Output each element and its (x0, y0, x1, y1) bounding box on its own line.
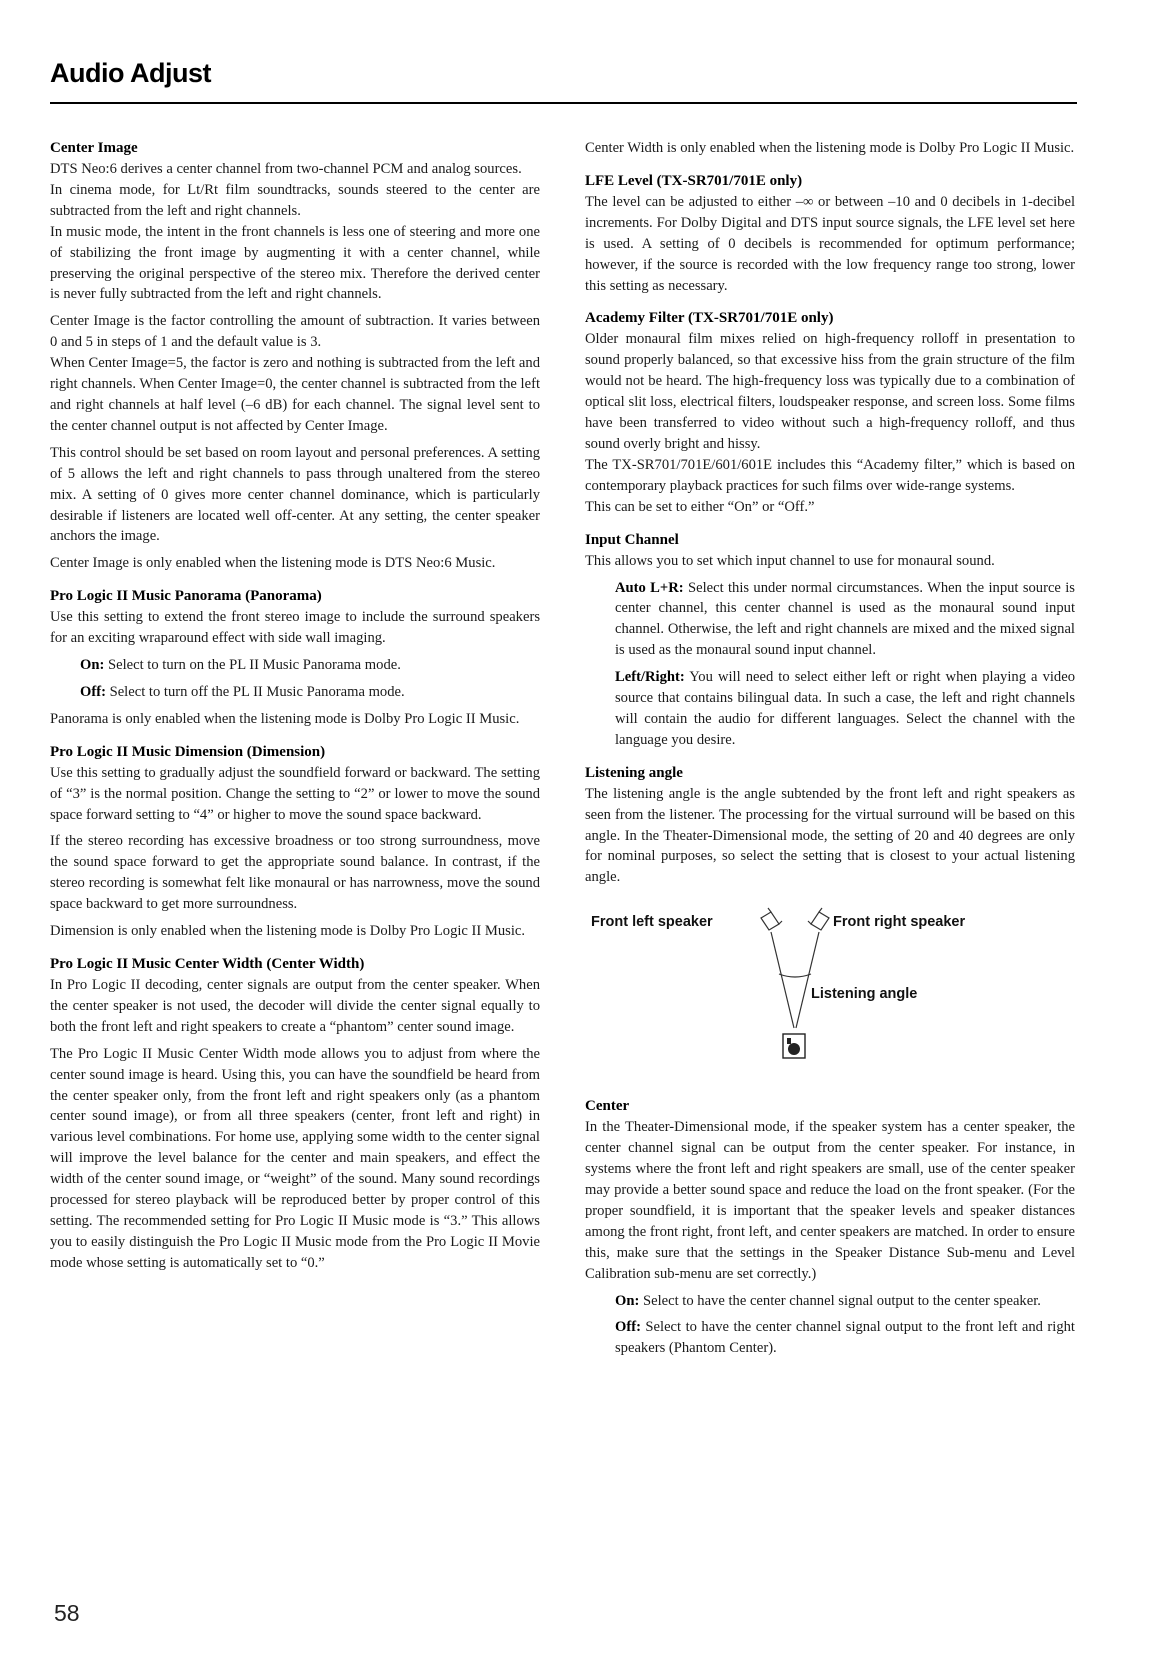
option-on (615, 1291, 1075, 1312)
paragraph: Panorama is only enabled when the listening mode is Dolby Pro Logic II Music. (50, 710, 520, 727)
option-text: Select this under normal circumstances. When the input source is center channel, this center channel is used as the monaural sound input channel. Otherwise, the left and right channels are mixed and the mixed signal is used as the monaural sound input channel. (615, 579, 1075, 659)
left-column (50, 138, 540, 1280)
paragraph: In music mode, the intent in the front channels is less one of steering and more one of stabilizing the front image by augmenting it with a center channel, while preserving the original perspective of the stereo mix. Therefore the derived center is never fully subtracted from the left and right channels. (50, 223, 540, 303)
section-heading-academy-filter: Academy Filter (TX-SR701/701E only) (585, 310, 834, 327)
paragraph: The listening angle is the angle subtended by the front left and right speakers as seen from the listener. The processing for the virtual surround will be based on this angle. In the Theater-Dimensional mode, the setting of 20 and 40 degrees are only for nominal purposes, so select the setting that is closest to your actual listening angle. (585, 785, 1075, 886)
front-right-speaker-label: Front right speaker (833, 914, 966, 931)
paragraph: Center Image is the factor controlling the amount of subtraction. It varies between 0 and 5 in steps of 1 and the default value is 3. (50, 313, 540, 351)
paragraph: This can be set to either “On” or “Off.” (585, 498, 815, 515)
option-on (80, 655, 540, 676)
paragraph: The TX-SR701/701E/601/601E includes this “Academy filter,” which is based on contemporary playback practices for such films over wide-range systems. (585, 456, 1075, 494)
section-heading-lfe-level: LFE Level (TX-SR701/701E only) (585, 172, 803, 189)
right-column (585, 138, 1075, 1365)
paragraph: Dimension is only enabled when the listening mode is Dolby Pro Logic II Music. (50, 923, 526, 940)
paragraph: When Center Image=5, the factor is zero and nothing is subtracted from the left and right channels. When Center Image=0, the center channel is subtracted from the left and right channels at half level (–6 dB) for each channel. The signal level sent to the center channel output is not affected by Center Image. (50, 355, 540, 434)
option-text: Select to turn off the PL II Music Panorama mode. (105, 683, 405, 700)
paragraph: In cinema mode, for Lt/Rt film soundtracks, sounds steered to the center are subtracted from the left and right channels. (50, 181, 540, 219)
front-left-speaker-icon (761, 908, 782, 930)
right-sightline (796, 932, 819, 1028)
listening-angle-label: Listening angle (811, 986, 918, 1003)
header-rule (50, 102, 1077, 104)
paragraph: The Pro Logic II Music Center Width mode allows you to adjust from where the center sound image is heard. Using this, you can have the soundfield be heard from the center speaker only, from the front left and right speakers only (as a phantom center sound image), or from all three speakers (center, front left and right) in various level combinations. For home use, applying some width to the center signal will improve the level balance for the center and main speakers, and effect the width of the center sound image, or “weight” of the sound. Many sound recordings processed for stereo playback will be reproduced better by proper control of this setting. The recommended setting for Pro Logic II Music mode is “3.” This allows you to easily distinguish the Pro Logic II Music mode from the Pro Logic II Movie mode whose setting is automatically set to “0.” (50, 1045, 540, 1271)
paragraph: If the stereo recording has excessive broadness or too strong surroundness, move the sound space forward to get the appropriate sound balance. In contrast, if the stereo recording is somewhat felt like monaural or has narrowness, move the sound space backward to get more surroundness. (50, 833, 540, 913)
paragraph: Older monaural film mixes relied on high-frequency rolloff in presentation to sound properly balanced, so that excessive hiss from the grain structure of the film would not be heard. The high-frequency loss was typically due to a combination of optical slit loss, electrical filters, loudspeaker response, and screen loss. Some films have been transferred to video without such a high-frequency rolloff, and thus sound overly bright and hissy. (585, 331, 1075, 452)
paragraph: Center Width is only enabled when the listening mode is Dolby Pro Logic II Music. (585, 140, 1075, 156)
option-text: Select to turn on the PL II Music Panorama mode. (104, 657, 401, 674)
paragraph: DTS Neo:6 derives a center channel from two-channel PCM and analog sources. (50, 161, 522, 177)
option-label: Left/Right: (615, 669, 685, 686)
option-off (615, 1317, 1075, 1359)
option-label: Off: (80, 683, 106, 700)
option-label: On: (615, 1292, 640, 1309)
paragraph: This control should be set based on room layout and personal preferences. A setting of 5 allows the left and right channels to pass through unaltered from the stereo mix. A setting of 0 gives more center channel dominance, which is particularly desirable if listeners are located well off-center. At any setting, the center speaker anchors the image. (50, 444, 540, 545)
page-number: 58 (54, 1600, 80, 1626)
option-label: Auto L+R: (615, 579, 684, 596)
paragraph: Use this setting to gradually adjust the soundfield forward or backward. The setting of “3” is the normal position. Change the setting to “2” or lower to move the sound space forward setting to “4” or higher to move the sound space backward. (50, 764, 540, 823)
paragraph: In Pro Logic II decoding, center signals are output from the center speaker. When the center speaker is not used, the decoder will divide the center signal equally to both the front left and right speakers to create a “phantom” center sound image. (50, 977, 540, 1035)
paragraph: Use this setting to extend the front stereo image to include the surround speakers for an exciting wraparound effect with side wall imaging. (50, 609, 540, 647)
section-heading-center: Center (585, 1098, 630, 1115)
section-heading-listening-angle: Listening angle (585, 764, 683, 781)
section-heading-panorama: Pro Logic II Music Panorama (Panorama) (50, 588, 322, 605)
option-off (80, 682, 540, 703)
angle-arc (779, 974, 811, 977)
front-left-speaker-label: Front left speaker (591, 914, 713, 931)
page-title: Audio Adjust (50, 58, 211, 88)
paragraph: This allows you to set which input channel to use for monaural sound. (585, 552, 995, 569)
listening-angle-diagram (585, 902, 1075, 1074)
section-heading-dimension: Pro Logic II Music Dimension (Dimension) (50, 743, 326, 760)
listener-icon (783, 1034, 805, 1058)
option-auto (615, 578, 1075, 662)
paragraph: In the Theater-Dimensional mode, if the speaker system has a center speaker, the center channel signal can be output from the center speaker. For instance, in systems where the front left and right speakers are small, use of the center speaker may provide a better sound space and reduce the load on the front speaker. (For the proper soundfield, it is important that the speaker levels and speaker distances among the front right, front left, and center speakers are matched. In order to ensure this, make sure that the settings in the Speaker Distance Sub-menu and Level Calibration sub-menu are set correctly.) (585, 1119, 1075, 1282)
paragraph: The level can be adjusted to either –∞ or between –10 and 0 decibels in 1-decibel increments. For Dolby Digital and DTS input source signals, the LFE level set here is used. A setting of 0 decibels is recommended for optimum performance; however, if the source is recorded with the low frequency range too strong, lower this setting as necessary. (585, 193, 1075, 294)
option-text: You will need to select either left or right when playing a video source that contains bilingual data. In such a case, the left and right channels will contain the audio for different languages. Select the channel with the language you desire. (615, 669, 1075, 748)
option-left-right (615, 667, 1075, 751)
left-sightline (771, 932, 794, 1028)
option-text: Select to have the center channel signal output to the front left and right speakers (Phantom Center). (615, 1319, 1075, 1357)
section-heading-center-image: Center Image (50, 140, 138, 156)
section-heading-input-channel: Input Channel (585, 531, 679, 548)
paragraph: Center Image is only enabled when the listening mode is DTS Neo:6 Music. (50, 555, 496, 572)
option-label: Off: (615, 1319, 641, 1336)
front-right-speaker-icon (808, 908, 829, 930)
option-text: Select to have the center channel signal output to the center speaker. (639, 1292, 1041, 1309)
section-heading-center-width: Pro Logic II Music Center Width (Center Width) (50, 956, 365, 972)
option-label: On: (80, 657, 105, 674)
